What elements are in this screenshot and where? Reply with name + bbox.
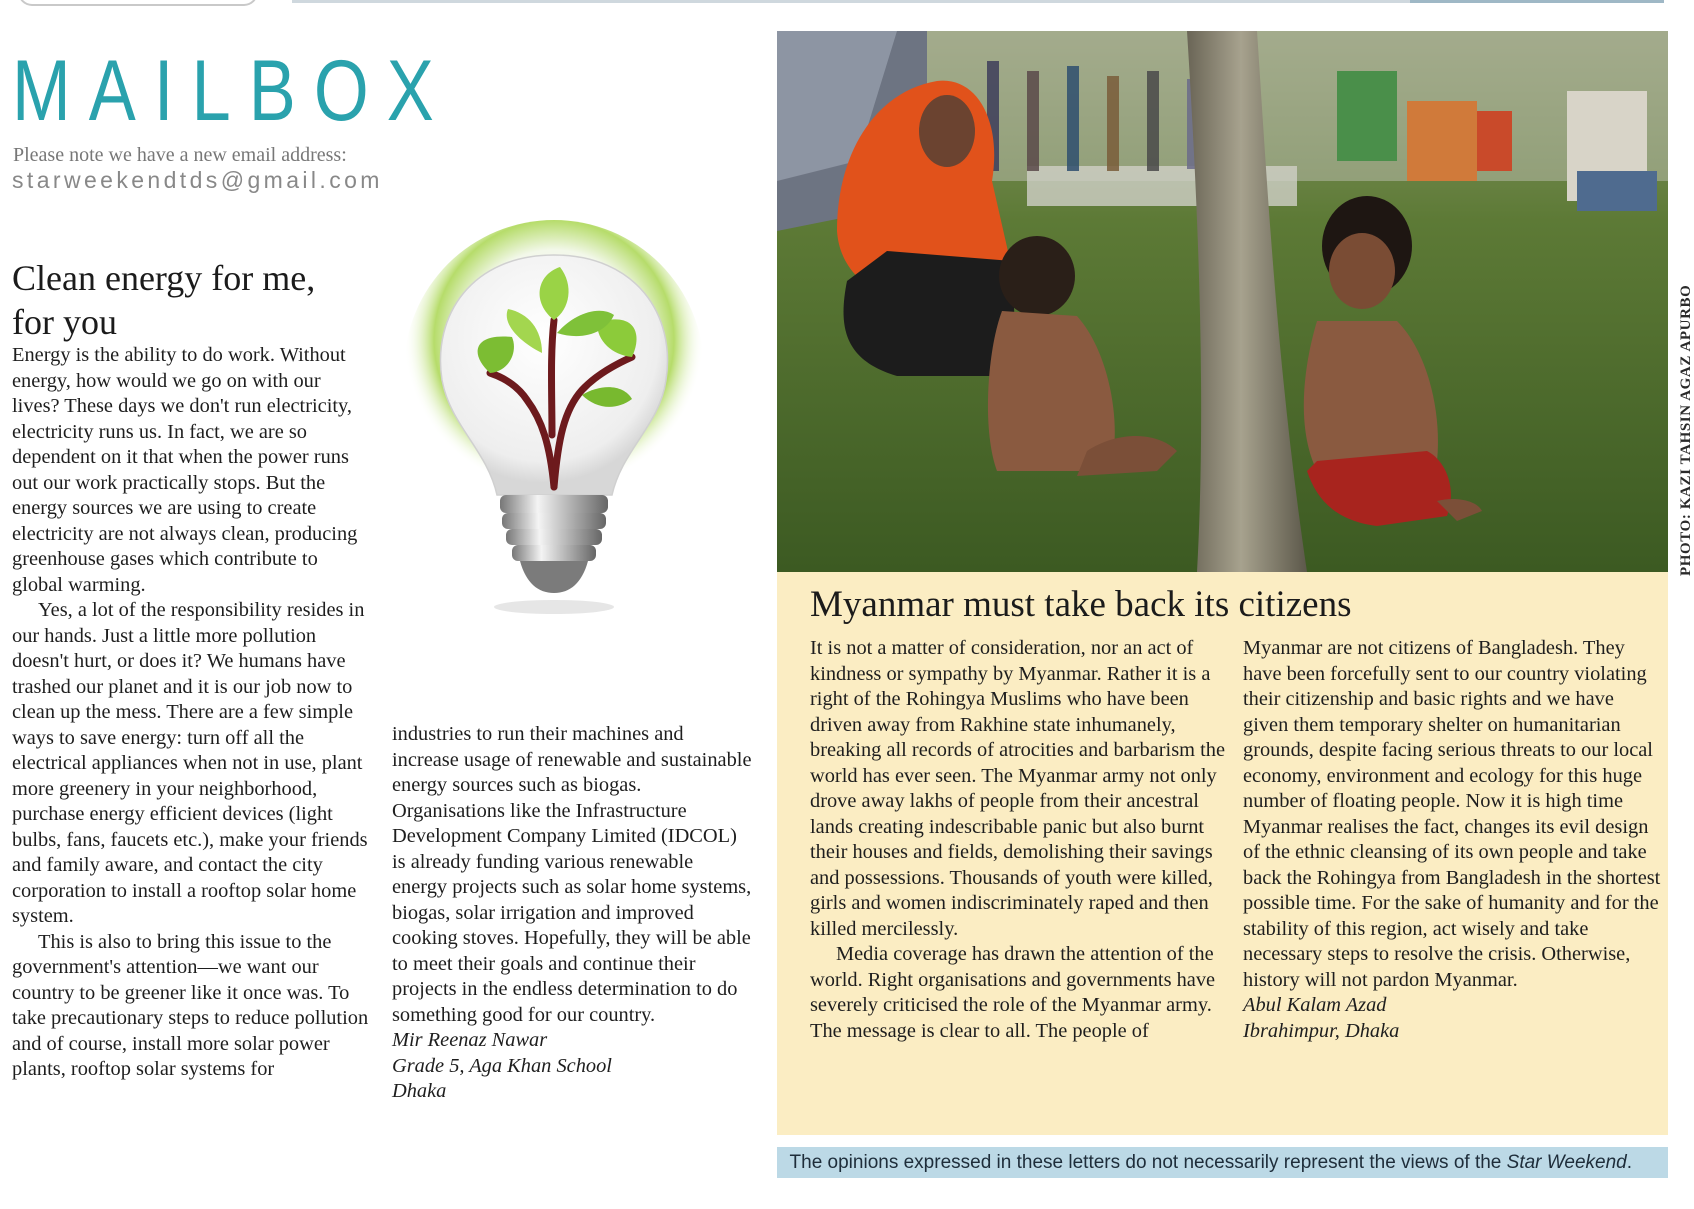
letter-column-2 <box>392 722 752 1105</box>
letter-column-3 <box>810 636 1230 1044</box>
paragraph: Media coverage has drawn the attention of the world. Right organisations and governments have severely criticised the role of the Myanmar army. The message is clear to all. The people of <box>810 943 1216 1042</box>
paragraph: It is not a matter of consideration, nor an act of kindness or sympathy by Myanmar. Rather it is a right of the Rohingya Muslims who have been driven away from Rakhine state inhumanely, breaking all records of atrocities and barbarism the world has ever seen. The Myanmar army not only drove away lakhs of people from their ancestral lands creating indescribable panic but also burnt their houses and fields, demolishing their savings and possessions. Thousands of youth were killed, girls and women indiscriminately raped and then killed mercilessly. <box>810 637 1226 940</box>
refugee-photo <box>777 31 1668 572</box>
disclaimer-end: . <box>1626 1152 1632 1173</box>
letter-column-1 <box>12 343 370 1083</box>
disclaimer-text: The opinions expressed in these letters do not necessarily represent the views of the <box>789 1152 1507 1173</box>
letter-headline: Myanmar must take back its citizens <box>810 584 1352 625</box>
email-note: Please note we have a new email address: <box>13 144 347 166</box>
email-address: starweekendtds@gmail.com <box>12 167 383 193</box>
author-affiliation: Grade 5, Aga Khan School <box>392 1054 612 1077</box>
paragraph: Yes, a lot of the responsibility resides in our hands. Just a little more pollution doesn't hurt, or does it? We humans have trashed our planet and it is our job now to clean up the mess. There are a few simple ways to save energy: turn off all the electrical appliances when not in use, plant more greenery in your neighborhood, purchase energy efficient devices (light bulbs, fans, faucets etc.), make your friends and family aware, and contact the city corporation to install a rooftop solar home system. <box>12 599 368 927</box>
paragraph: Energy is the ability to do work. Without energy, how would we go on with our lives? These days we don't run electricity, electricity runs us. In fact, we are so dependent on it that when the power runs out our work practically stops. But the energy sources we are using to create electricity are not always clean, producing greenhouse gases which contribute to global warming. <box>12 344 358 596</box>
top-tab <box>18 0 258 6</box>
disclaimer-bar <box>777 1147 1668 1178</box>
paragraph: industries to run their machines and increase usage of renewable and sustainable energy sources such as biogas. Organisations like the Infrastructure Development Company Limited (IDCOL) is already funding various renewable energy projects such as solar home systems, biogas, solar irrigation and improved cooking stoves. Hopefully, they will be able to meet their goals and continue their projects in the endless determination to do something good for our country. <box>392 723 752 1026</box>
top-rule-accent <box>1410 0 1664 3</box>
section-title: MAILBOX <box>12 43 452 139</box>
publication-name: Star Weekend <box>1506 1152 1627 1173</box>
author-location: Dhaka <box>392 1080 447 1102</box>
author-name: Mir Reenaz Nawar <box>392 1029 548 1051</box>
author-location: Ibrahimpur, Dhaka <box>1243 1019 1400 1042</box>
paragraph: This is also to bring this issue to the government's attention—we want our country to be greener like it once was. To take precautionary steps to reduce pollution and of course, install more solar power plants, rooftop solar systems for <box>12 930 369 1080</box>
letter-headline: Clean energy for me, for you <box>12 258 316 342</box>
letter-column-4 <box>1243 636 1663 1044</box>
lightbulb-plant-illustration <box>392 205 722 650</box>
photo-credit: PHOTO: KAZI TAHSIN AGAZ APURBO <box>1678 284 1694 576</box>
author-name: Abul Kalam Azad <box>1243 994 1387 1016</box>
paragraph: Myanmar are not citizens of Bangladesh. They have been forcefully sent to our country violating their citizenship and basic rights and we have given them temporary shelter on humanitarian grounds, despite facing serious threats to our local economy, environment and ecology for this huge number of floating people. Now it is high time Myanmar realises the fact, changes its evil design of the ethnic cleansing of its own people and take back the Rohingya from Bangladesh in the shortest possible time. For the sake of humanity and for the stability of this region, act wisely and take necessary steps to resolve the crisis. Otherwise, history will not pardon Myanmar. <box>1243 637 1661 991</box>
